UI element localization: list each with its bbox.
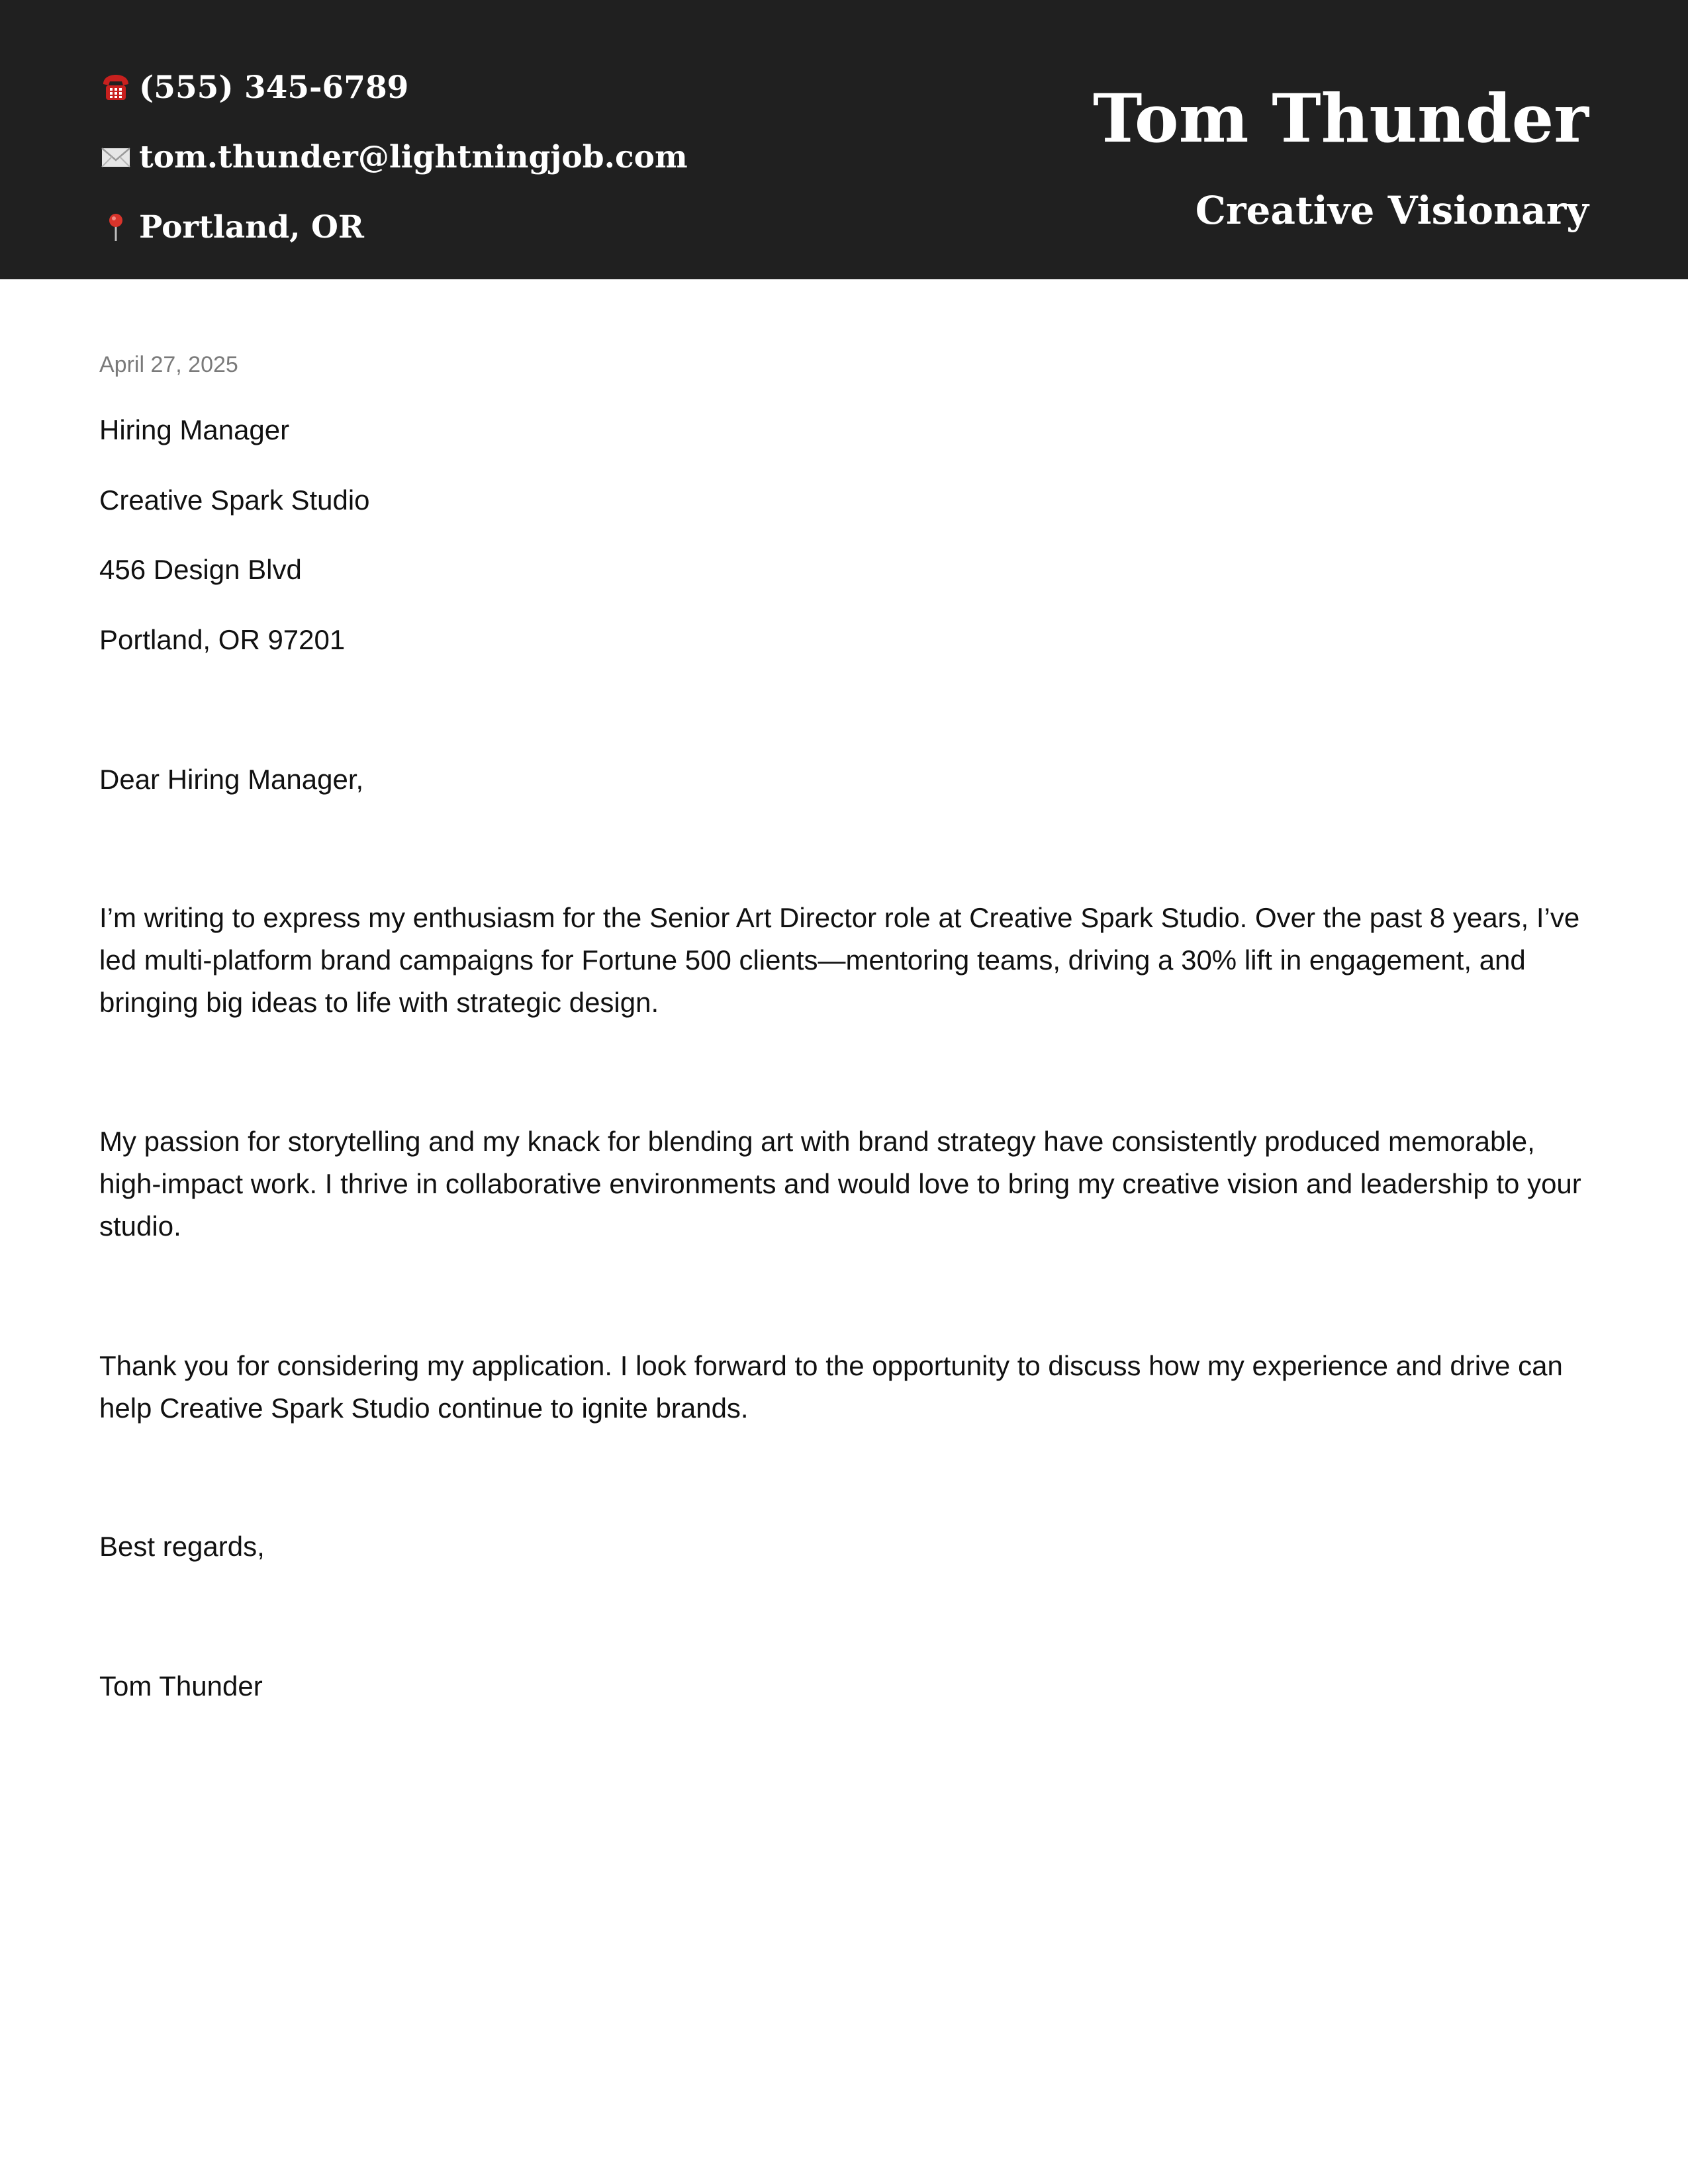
body-paragraph: Thank you for considering my application. I look forward to the opportunity to discuss how my experience and drive can help Creative Spark Studio continue to ignite brands. [99,1350,1563,1424]
phone-text[interactable]: (555) 345-6789 [139,69,409,106]
location-text: Portland, OR [139,208,364,246]
body-paragraph: My passion for storytelling and my knack for blending art with brand strategy have consistently produced memorable, high-impact work. I thrive in collaborative environments and would love to bring my creative vision and leadership to your studio. [99,1126,1581,1242]
email-text[interactable]: tom.thunder@lightningjob.com [139,138,688,175]
location-pin-icon [99,210,132,244]
recipient-line: Portland, OR 97201 [99,624,346,655]
applicant-name: Tom Thunder [1092,79,1589,158]
closing: Best regards, [99,1531,265,1562]
salutation: Dear Hiring Manager, [99,764,364,795]
contact-phone [99,61,408,114]
signature-name: Tom Thunder [99,1670,263,1702]
letter-date: April 27, 2025 [99,352,238,377]
recipient-line: 456 Design Blvd [99,554,302,585]
recipient-line: Hiring Manager [99,414,290,445]
contact-location [99,201,364,253]
envelope-icon [99,140,132,173]
applicant-title: Creative Visionary [1195,188,1589,233]
body-paragraph: I’m writing to express my enthusiasm for the Senior Art Director role at Creative Spark Studio. Over the past 8 years, I’ve led multi-platform brand campaigns for Fortune 500 clients—mentoring teams, driving a 30% lift in engagement, and bringing big ideas to life with strategic design. [99,902,1580,1018]
recipient-line: Creative Spark Studio [99,484,370,516]
contact-email [99,130,688,183]
letter-header [0,0,1688,279]
telephone-icon [99,71,132,104]
